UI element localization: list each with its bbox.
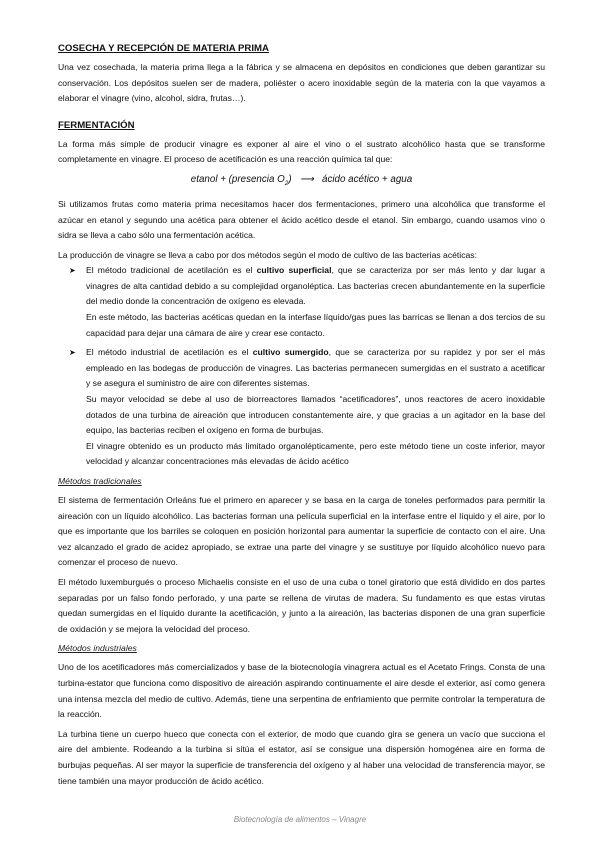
subheading-metodos-industriales: Métodos industriales: [58, 643, 137, 654]
equation-paren-close: ): [288, 173, 292, 185]
bullet2-bold-term: cultivo sumergido: [252, 347, 329, 358]
paragraph-fermentacion-intro: La forma más simple de producir vinagre es exponer al aire el vino o el sustrato alcohólico hasta que se transforme completamente en vinagre. El proceso de acetificación es una reacción química tal que:: [58, 138, 545, 165]
bullet2-text-pre: El método industrial de acetilación es el: [86, 347, 253, 358]
equation-reactants: etanol + (presencia O: [190, 173, 285, 185]
bullet2-continuation-2: El vinagre obtenido es un producto más limitado organolépticamente, pero este método tiene un coste inferior, mayor velocidad y alcanzar concentraciones más elevadas de ácido acético: [86, 440, 545, 467]
bullet1-bold-term: cultivo superficial: [256, 265, 332, 276]
arrowhead-bullet-icon: ➤: [69, 348, 76, 358]
paragraph-metodos-intro: La producción de vinagre se lleva a cabo por dos métodos según el modo de cultivo de las bacterias acéticas:: [58, 249, 477, 260]
bullet1-text-pre: El método tradicional de acetilación es el: [86, 265, 257, 276]
section-title-fermentacion: FERMENTACIÓN: [58, 119, 135, 131]
reaction-arrow-icon: ⟶: [299, 173, 314, 185]
paragraph-turbina: La turbina tiene un cuerpo hueco que conecta con el exterior, de modo que cuando gira se genera un vacío que succiona el aire del ambiente. Rodeando a la turbina si sitúa el estator, así se consigue una dispersión homogénea aire en forma de burbujas pequeñas. Al ser mayor la superficie de transferencia del oxígeno y al haber una velocidad de transferencia mayor, se tiene también una mayor producción de ácido acético.: [58, 728, 545, 786]
paragraph-cosecha: Una vez cosechada, la materia prima llega a la fábrica y se almacena en depósitos en condiciones que deben garantizar su conservación. Los depósitos suelen ser de madera, poliéster o acero inoxidable según de la materia con la que vayamos a elaborar el vinagre (vino, alcohol, sidra, frutas…).: [58, 62, 545, 104]
subheading-metodos-tradicionales: Métodos tradicionales: [58, 476, 142, 487]
bullet1-continuation: En este método, las bacterias acéticas quedan en la interfase líquido/gas pues las barricas se llenan a dos tercios de su capacidad para dejar una cámara de aire y crear ese contacto.: [86, 312, 545, 338]
list-item-cultivo-sumergido: [58, 345, 545, 392]
document-body: [58, 42, 545, 789]
paragraph-orleans: El sistema de fermentación Orleáns fue el primero en aparecer y se basa en la carga de toneles performados para permitir la aireación con un líquido alcohólico. Las bacterias forman una película superficial en la interfase entre el líquido y el aire, por lo que es importante que los barriles se coloquen en posición horizontal para aumentar la superficie de contacto con el aire. Una vez alcanzado el grado de acidez apropiado, se extrae una parte del vinagre y se sustituye por líquido alcohólico nuevo para comenzar el proceso de nuevo.: [58, 495, 545, 568]
bullet2-continuation-1: Su mayor velocidad se debe al uso de biorreactores llamados “acetificadores”, unos reactores de acero inoxidable dotados de una turbina de aireación que introducen constantemente aire, y que gracias a un agitador en la base del equipo, las bacterias reciben el oxígeno en forma de burbujas.: [86, 394, 545, 436]
chemical-equation: [58, 172, 545, 191]
paragraph-frings: Uno de los acetificadores más comercializados y base de la biotecnología vinagrera actual es el Acetato Frings. Consta de una turbina-estator que funciona como dispositivo de aireación aspirando continuamente el aire desde el exterior, así como genera una intensa mezcla del medio de cultivo. Además, tiene una serpentina de enfriamiento que permite controlar la temperatura de la reacción.: [58, 662, 545, 720]
list-item-cultivo-superficial: [58, 263, 545, 310]
bullet1-text-post: , que se caracteriza por ser más lento y dar lugar a vinagres de alta cantidad debido a su complejidad organoléptica. Las bacterias crecen abundantemente en la superficie del medio donde la concentración de oxígeno es elevada.: [86, 265, 546, 307]
equation-o2-subscript: 2: [284, 179, 289, 187]
bullet-text-superficial: [86, 263, 545, 310]
arrowhead-bullet-icon: ➤: [69, 266, 76, 276]
page-footer: Biotecnología de alimentos – Vinagre: [233, 815, 367, 824]
paragraph-fermentaciones: Si utilizamos frutas como materia prima necesitamos hacer dos fermentaciones, primero una alcohólica que transforme el azúcar en etanol y segundo una acética para obtener el ácido acético desde el etanol. Sin embargo, cuando usamos vino o sidra se lleva a cabo sólo una fermentación acética.: [58, 198, 545, 241]
paragraph-michaelis: El método luxemburgués o proceso Michaelis consiste en el uso de una cuba o tonel giratorio que está dividido en dos partes separadas por un falso fondo perforado, y una parte se rellena de virutas de madera. Su fundamento es que estas virutas quedan sumergidas en el líquido durante la acetificación, y junto a la aireación, las bacterias disponen de una gran superficie de oxidación y se mejora la velocidad del proceso.: [58, 576, 545, 634]
section-title-cosecha: COSECHA Y RECEPCIÓN DE MATERIA PRIMA: [58, 43, 269, 54]
equation-products: ácido acético + agua: [322, 173, 413, 185]
bullet-text-sumergido: [86, 345, 545, 392]
bullet2-text-post: , que se caracteriza por su rapidez y por ser el más empleado en las bodegas de producción de vinagres. Las bacterias permanecen sumergidas en el sustrato a acetificar y se asegura el suministro de aire con diferentes sistemas.: [86, 347, 546, 389]
